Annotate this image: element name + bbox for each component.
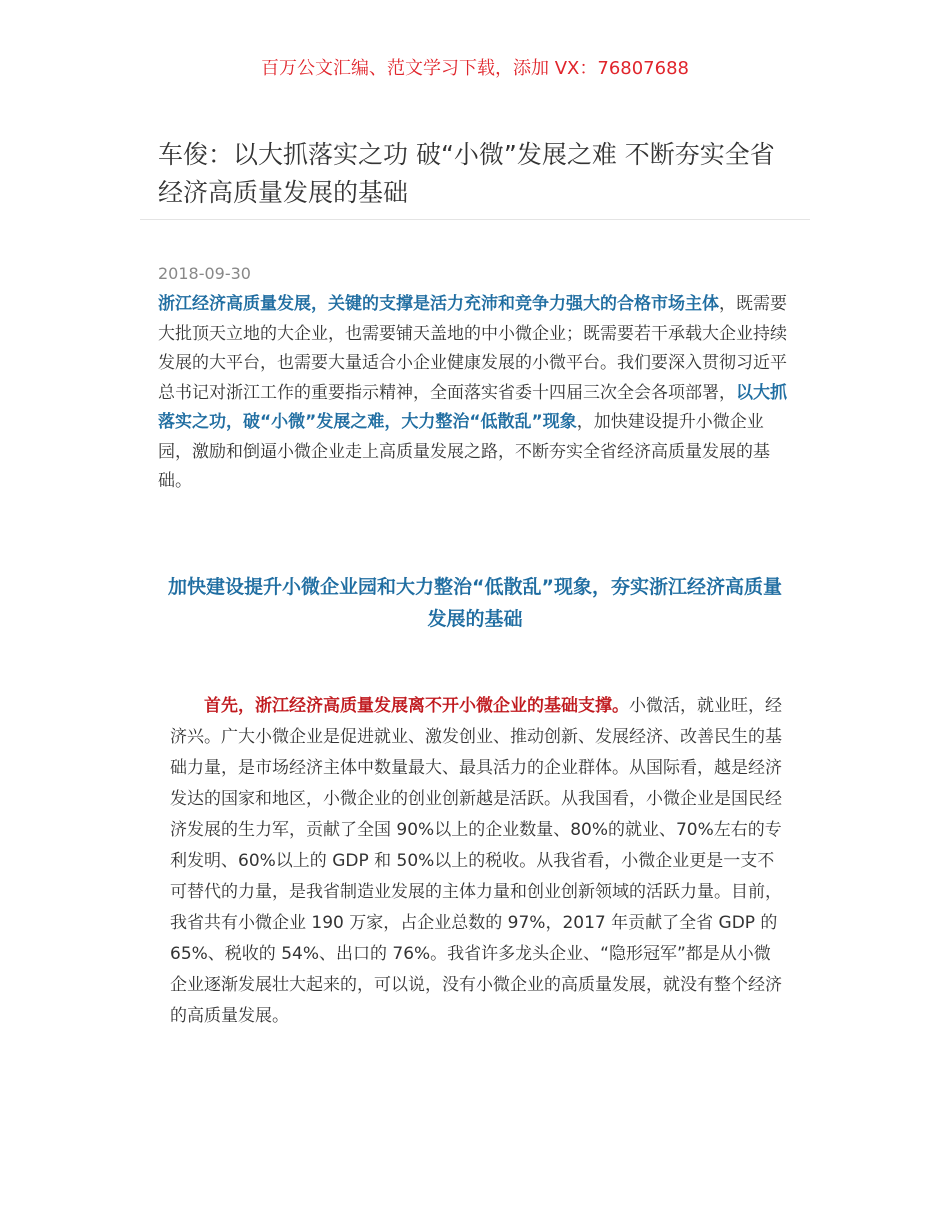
intro-paragraph — [158, 290, 788, 497]
body-text: 小微活，就业旺，经济兴。广大小微企业是促进就业、激发创业、推动创新、发展经济、改善民生的基础力量，是市场经济主体中数量最大、最具活力的企业群体。从国际看，越是经济发达的国家和地区，小微企业的创业创新越是活跃。从我国看，小微企业是国民经济发展的生力军，贡献了全国 90%以上的企业数量、80%的就业、70%左右的专利发明、60%以上的 GDP 和 50%以上的税收。从我省看，小微企业更是一支不可替代的力量，是我省制造业发展的主体力量和创业创新领域的活跃力量。目前，我省共有小微企业 190 万家，占企业总数的 97%，2017 年贡献了全省 GDP 的 65%、税收的 54%、出口的 76%。我省许多龙头企业、“隐形冠军”都是从小微企业逐渐发展壮大起来的，可以说，没有小微企业的高质量发展，就没有整个经济的高质量发展。 — [170, 696, 782, 1026]
intro-highlight-1: 浙江经济高质量发展，关键的支撑是活力充沛和竞争力强大的合格市场主体 — [158, 294, 719, 314]
intro-text-2: ，加快建设提升小微企业园，激励和倒逼小微企业走上高质量发展之路，不断夯实全省经济高质量发展的基础。 — [158, 412, 770, 491]
publish-date: 2018-09-30 — [158, 264, 251, 283]
section-heading: 加快建设提升小微企业园和大力整治“低散乱”现象，夯实浙江经济高质量发展的基础 — [168, 576, 782, 630]
watermark-text: 百万公文汇编、范文学习下载，添加 VX：76807688 — [261, 58, 689, 79]
body-paragraph — [170, 691, 782, 1032]
article-title: 车俊：以大抓落实之功 破“小微”发展之难 不断夯实全省经济高质量发展的基础 — [158, 140, 775, 207]
title-divider — [140, 219, 810, 220]
body-lead-highlight: 首先，浙江经济高质量发展离不开小微企业的基础支撑。 — [204, 696, 629, 716]
intro-text-1: ，既需要大批顶天立地的大企业，也需要铺天盖地的中小微企业；既需要若干承载大企业持续发展的大平台，也需要大量适合小企业健康发展的小微平台。我们要深入贯彻习近平总书记对浙江工作的重要指示精神，全面落实省委十四届三次全会各项部署， — [158, 294, 787, 403]
intro-highlight-2: 以大抓落实之功，破“小微”发展之难，大力整治“低散乱”现象 — [158, 382, 787, 432]
